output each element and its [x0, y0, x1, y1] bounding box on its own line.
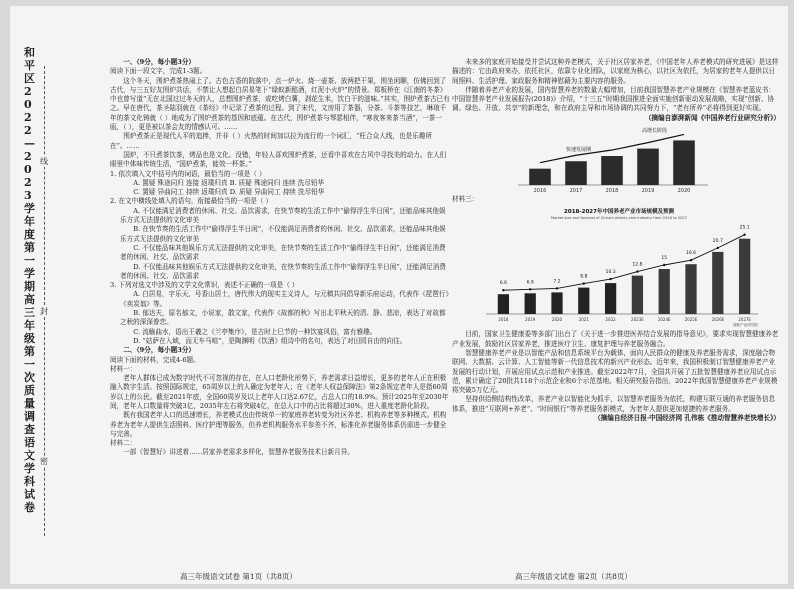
gutter-mark: 封 [40, 307, 48, 316]
data-label: 6.6 [499, 281, 507, 287]
trend-point [743, 234, 745, 236]
data-label: 8.8 [580, 274, 588, 280]
data-label: 10.3 [605, 270, 616, 276]
material-label: 材料三： [452, 195, 479, 204]
section-intro: 阅读下面的材料，完成4-6题。 [110, 355, 200, 364]
option: D. “姑萨在入域，而无车马喧”，是陶渊明《饮酒》组诗中的名句，表达了对田园自由的向往。 [133, 336, 407, 345]
option: C. 流觞曲水，语出王羲之《兰亭集序》，是古时上巳节的一种饮宴风俗，富有雅趣。 [133, 327, 377, 336]
data-label: 25.1 [739, 226, 750, 232]
x-tick-label: 2019 [525, 317, 536, 323]
data-label: 12.8 [632, 262, 643, 268]
trend-point [556, 288, 558, 290]
question-1: 1. 依次填入文中括号内的词语，最恰当的一项是（ ） [110, 169, 266, 178]
source-citation: （摘编自澎湃新闻《中国养老行业研究分析》） [644, 113, 780, 122]
x-tick-label: 2020 [551, 317, 563, 323]
material-label: 材料二： [110, 439, 137, 448]
data-label: 15 [661, 256, 668, 262]
bar [632, 276, 643, 314]
chart-elderly-market-size [474, 206, 764, 328]
bar [529, 169, 551, 185]
x-tick-label: 2018 [498, 317, 509, 323]
bar [673, 141, 695, 186]
material-paragraph: 老年人群体已成为数字时代不可忽视的存在，在人口老龄化形势下，养老需求日益增长，更多的老年人正在积极融入数字生活。按照国际规定，65周岁以上的人确定为老年人；在《老年人权益保障法》第2条规定老年人是指60周岁以上的公民。截至2021年底，全国60周岁及以上老年人口达2.67亿，占总人口的18.9%。预计2025年至2030年间，老年人口数量将突破3亿，2035年左右将突破4亿，在总人口中的占比将超过30%，进入重度老龄化阶段。 [110, 374, 449, 410]
trend-point [529, 288, 531, 290]
trend-point [502, 289, 504, 291]
bar [605, 283, 616, 314]
bar [565, 161, 587, 185]
material-paragraph: 伴随着养老产业的发展，国内智慧养老的数量大幅增加，目前我国智慧养老产业规模在《智慧养老蓝皮书：中国智慧养老产业发展报告(2018)》介绍，“十三五”时期我国推进全面实施创新驱动发展战略，实现“创新、协调、绿色、开放、共享”的新理念，和在政府主导和市场协调的共同努力下，“老有所养”必将得到更好实现。 [452, 85, 776, 113]
page-footer: 高三年级语文试卷 第1页（共8页） [180, 572, 297, 581]
bar [739, 239, 750, 314]
option: C. 置疑 异曲同工 持续 返璞归真 D. 质疑 异曲同工 持续 洗尽铅华 [133, 188, 325, 197]
page-1 [110, 58, 450, 458]
x-tick-label: 2021 [578, 317, 589, 323]
annotation: 快速发展期 [566, 147, 592, 154]
x-tick-label: 2020 [677, 188, 691, 195]
material-paragraph: 智慧健康养老产业是以智能产品和信息系统平台为载体，面向人民群众的健康及养老服务需求，深度融合物联网、大数据、云计算、人工智能等新一代信息技术的新兴产业形态。近年来，我国积极制订智慧健康养老产业发展的行动计划，开展应用试点示范和产业推进。截至2022年7月，全国共开展了五批智慧健康养老应用试点示范，累计确定了20批共118个示范企业和6个示范基地。相关研究报告指出，2022年我国智慧健康养老产业规模将突破5万亿元。 [452, 348, 778, 395]
option: A. 置疑 殊途同归 连接 返璞归真 B. 质疑 殊途同归 连续 洗尽铅华 [133, 178, 325, 187]
trend-point [636, 271, 638, 273]
material-paragraph: 目前，国家卫生健康委等多部门出台了《关于进一步推进医养结合发展的指导意见》，要求实现智慧健康养老产业发展，鼓励社区居家养老，推进医疗卫生、康复护理与养老服务融合。 [452, 330, 779, 348]
x-tick-label: 2018 [605, 188, 619, 195]
annotation: 高增长阶段 [642, 128, 668, 135]
chart-subtitle: Market size and forecast of China's elderly care industry from 2018 to 2027 [551, 216, 687, 221]
material-label: 材料一： [110, 364, 137, 373]
x-tick-label: 2017 [569, 188, 583, 195]
chart-2-svg [474, 206, 764, 328]
exam-sheet [10, 6, 788, 584]
data-label: 16.6 [685, 251, 697, 257]
option: A. 白居易，字乐天，号香山居士，唐代伟大的现实主义诗人，与元稹共同倡导新乐府运动，代表作《琵琶行》《卖炭翁》等。 [120, 290, 449, 308]
option: C. 不仅能品味其他娱乐方式无法提供的文化审美，在快节奏的生活工作中“偷得浮生半日闲”，还能满足消费者的休闲、社交、品饮需求 [120, 243, 446, 262]
option: B. 在快节奏的生活工作中“偷得浮生半日闲”，不仅能满足消费者的休闲、社交、品饮需求，还能品味其他娱乐方式无法提供的文化审美 [120, 225, 446, 243]
chart-title: 2018-2027年中国养老产业市场规模及预测 [564, 209, 674, 216]
gutter-mark: 密 [40, 457, 48, 466]
source-citation: （摘编自经济日报·中国经济网 孔伟栋《推动智慧养老快增长》） [594, 414, 780, 423]
bar [525, 294, 536, 315]
x-tick-label: 2025E [684, 317, 698, 323]
x-tick-label: 2023E [631, 317, 644, 323]
chart-source: 前瞻产业研究院 [732, 323, 758, 328]
trend-line [503, 235, 744, 291]
bar [685, 265, 696, 315]
option: D. 不仅能品味其他娱乐方式无法提供的文化审美，在快节奏的生活工作中“偷得浮生半日闲”，还能满足消费者的休闲、社交、品饮需求 [120, 262, 446, 280]
passage-paragraph: 这个冬天，围炉煮茶热闹上了。古色古香的院落中，点一炉火、烧一壶茶、放两把干果，围坐闲聊，仿佛回到了古代，与三五好友围炉共话，不禁让人想起白居易笔下“绿蚁新醅酒，红泥小火炉”的情景。郑板桥在《江南的冬茶》中也曾写道“无在北国过过冬天的人，总想围炉煮茶，或吃烤白薯，剥花生米，饮白干的滋味。”其实，围炉煮茶古已有之。早在唐代，茶圣陆羽就在《茶经》中记录了煮茶的过程。到了宋代，文房用了茶器，分茶、斗茶等技艺，琳琅千年的茶文化铸就（ ）地成为了围炉煮茶的基因和底蕴。在古代，围炉煮茶与琴瑟相伴，“寒夜客来茶当酒”，一茶一瓯，（ ），更是被以茶会友的情感认可。…… [110, 76, 450, 132]
material-paragraph: 未来多的家庭开始接受并尝试这种养老模式，关于社区居家养老，《中国老年人养老模式的研究进展》是这样描述的：它由政府来办，依托社区，依靠专业化团队，以家庭为核心，以社区为依托，为居家的老年人提供以日间照料、生活护理、家政服务和精神慰藉为主要内容的服务。 [452, 58, 779, 85]
x-tick-label: 2024E [657, 317, 671, 323]
x-tick-label: 2027E [738, 317, 751, 323]
page-footer: 高三年级语文试卷 第2页（共8页） [515, 572, 632, 581]
material-paragraph: 一部《智慧好》讲述着……居家养老需求多样化，智慧养老服务技术日新月异。 [123, 448, 354, 457]
option: B. 郁达夫，原名郁文，小说家，散文家，代表作《故都的秋》写出北平秋天的清、静、悲凉，表达了对故都之秋的深深眷恋。 [120, 309, 446, 327]
x-tick-label: 2019 [641, 188, 655, 195]
x-tick-label: 2016 [533, 188, 547, 195]
trend-point [609, 278, 611, 280]
passage-paragraph: 围炉煮茶正是现代人平的追捧，并非（ ）火热的时间加以拉为流行的一个词汇，“枉合众人线，也是乐趣所在”。…… [110, 132, 432, 150]
vertical-title: 和平区2022—2023学年度第一学期高三年级第一次质量调查语文学科试卷 [24, 46, 35, 514]
x-tick-label: 2026E [711, 317, 725, 323]
trend-point [583, 283, 585, 285]
x-tick-label: 2022 [605, 317, 616, 323]
data-label: 6.9 [526, 280, 534, 286]
section-intro: 阅读下面一段文字，完成1-3题。 [110, 67, 207, 76]
question-2: 2. 在文中横线处填入的语句，衔接最恰当的一项是（ ） [110, 197, 273, 206]
trend-point [690, 259, 692, 261]
page-2 [452, 58, 780, 423]
chart-smart-elderly-growth [512, 125, 712, 195]
section-heading: 一、（9分，每小题3分） [123, 58, 196, 66]
bar [498, 295, 509, 315]
bar [551, 293, 562, 315]
question-3: 3. 下列对选文中涉及的文学文化常识，表述不正确的一项是（ ） [110, 281, 299, 290]
bar [637, 149, 659, 185]
option: A. 不仅能满足消费者的休闲、社交、品饮需求，在快节奏的生活工作中“偷得浮生半日闲”，还能品味其他娱乐方式无法提供的文化审美 [120, 206, 446, 225]
trend-point [717, 247, 719, 249]
passage-paragraph: 国炉，不只煮茶饮茶，烤品也是文化。没错，年轻人喜欢围炉煮茶，还看中喜欢在古风中寻找美的动力。在人们眼里中体味传统生活，“国炉煮茶，能效一杯茶。” [110, 150, 447, 169]
bar [659, 269, 670, 314]
trend-point [663, 264, 665, 266]
data-label: 20.7 [712, 239, 723, 245]
chart-1-svg [512, 125, 712, 195]
bar [578, 288, 589, 314]
bar [712, 252, 723, 314]
material-paragraph: 既有我国老年人口的迅速增长，养老模式也由传统单一的家庭养老转变为社区养老、机构养老等多种模式。机构养老为老年人提供生活照料、医疗护理等服务，但养老机构服务水平参差不齐，标准化养老服务体系仍需进一步健全与完善。 [110, 411, 447, 438]
gutter-mark: 线 [40, 157, 48, 166]
material-paragraph: 坚持供给侧结构性改革，养老产业以智能化为抓手，以智慧养老服务为依托，构建互联互通的养老服务信息体系，推进“互联网+养老”、“时间银行”等养老服务新模式，为老年人提供更加便捷的养老服务。 [452, 395, 776, 413]
section-heading: 二、（9分，每小题3分） [123, 346, 196, 355]
bar [601, 156, 623, 185]
data-label: 7.2 [553, 279, 561, 285]
